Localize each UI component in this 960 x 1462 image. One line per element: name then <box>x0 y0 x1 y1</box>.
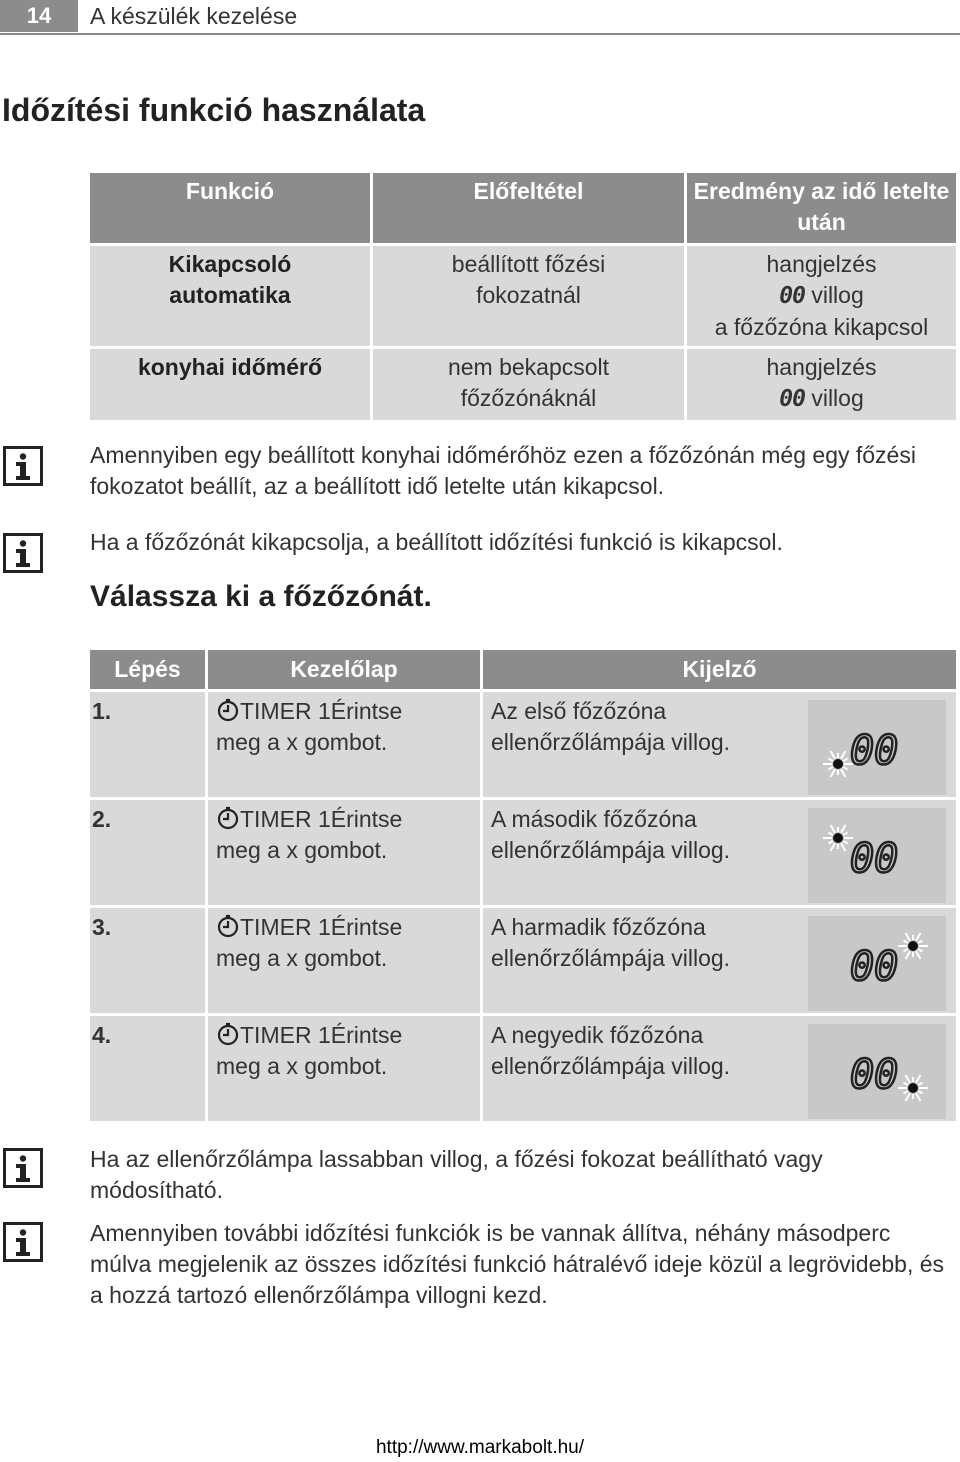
result-blink-line <box>687 280 956 312</box>
display-graphic <box>808 1024 946 1119</box>
display-digits: 00 <box>850 836 899 882</box>
display-digits: 00 <box>850 944 899 990</box>
result-sound: hangjelzés <box>766 354 877 380</box>
result-cell <box>687 349 956 420</box>
page-number: 14 <box>0 0 78 32</box>
display-line2: ellenőrzőlámpája villog. <box>491 1053 731 1079</box>
display-digits: 00 <box>850 1052 899 1098</box>
info-icon <box>3 533 43 573</box>
display-line1: A harmadik főzőzóna <box>491 914 706 940</box>
timer-icon <box>216 806 240 830</box>
info-icon <box>3 446 43 486</box>
display-description <box>491 912 791 974</box>
header-control: Kezelőlap <box>208 650 480 689</box>
result-off: a főzőzóna kikapcsol <box>714 314 929 340</box>
function-cell: konyhai időmérő <box>90 349 370 420</box>
display-graphic <box>808 700 946 795</box>
header-precondition: Előfeltétel <box>373 173 684 243</box>
display-line2: ellenőrzőlámpája villog. <box>491 837 731 863</box>
hob-display <box>808 700 946 795</box>
control-label: TIMER 1Érintse <box>240 806 403 832</box>
control-cell <box>208 800 480 905</box>
control-label: TIMER 1Érintse <box>240 698 403 724</box>
header-step: Lépés <box>90 650 205 689</box>
control-instruction: meg a x gombot. <box>216 1053 388 1079</box>
page-header <box>0 0 960 34</box>
hob-display <box>808 808 946 903</box>
display-line2: ellenőrzőlámpája villog. <box>491 945 731 971</box>
result-blink-line <box>687 383 956 415</box>
header-function: Funkció <box>90 173 370 243</box>
blinking-indicator-icon <box>823 751 853 777</box>
table-header-row <box>90 173 956 246</box>
blinking-indicator-icon <box>898 1075 928 1101</box>
control-line <box>216 804 472 835</box>
table-row <box>90 246 956 349</box>
precondition-cell: beállított főzési fokozatnál <box>373 246 684 346</box>
control-instruction: meg a x gombot. <box>216 729 388 755</box>
display-line1: Az első főzőzóna <box>491 698 667 724</box>
note-text: Ha az ellenőrzőlámpa lassabban villog, a főzési fokozat beállítható vagy módosítható. <box>90 1146 823 1203</box>
control-line <box>216 912 472 943</box>
blinking-indicator-icon <box>823 825 853 851</box>
display-line1: A negyedik főzőzóna <box>491 1022 704 1048</box>
display-line2: ellenőrzőlámpája villog. <box>491 729 731 755</box>
step-number: 2. <box>90 800 205 905</box>
info-icon <box>3 1222 43 1262</box>
timer-functions-table <box>90 173 956 423</box>
result-sound: hangjelzés <box>766 251 877 277</box>
table-row <box>90 1016 956 1124</box>
blinking-indicator-icon <box>898 933 928 959</box>
steps-table <box>90 650 956 1124</box>
display-graphic <box>808 916 946 1011</box>
display-cell <box>483 908 956 1013</box>
control-cell <box>208 908 480 1013</box>
timer-icon <box>216 698 240 722</box>
control-label: TIMER 1Érintse <box>240 1022 403 1048</box>
table-header-row <box>90 650 956 692</box>
note-text: Amennyiben további időzítési funkciók is be vannak állítva, néhány másodperc múlva megjelenik az összes időzítési funkció hátralévő ideje közül a legrövidebb, és a hozzá tartozó ellenőrzőlámpa villogni kezd. <box>90 1220 945 1308</box>
function-cell: Kikapcsoló automatika <box>90 246 370 346</box>
timer-icon <box>216 1022 240 1046</box>
table-row <box>90 800 956 908</box>
control-label: TIMER 1Érintse <box>240 914 403 940</box>
header-display: Kijelző <box>483 650 956 689</box>
result-blink: villog <box>811 282 864 308</box>
result-blink: villog <box>811 385 864 411</box>
display-line1: A második főzőzóna <box>491 806 697 832</box>
timer-icon <box>216 914 240 938</box>
chapter-title: A készülék kezelése <box>90 3 298 29</box>
control-cell <box>208 692 480 797</box>
display-digits: 00 <box>779 386 805 412</box>
control-cell <box>208 1016 480 1121</box>
step-number: 4. <box>90 1016 205 1121</box>
display-description <box>491 804 791 866</box>
table-row <box>90 349 956 423</box>
control-instruction: meg a x gombot. <box>216 837 388 863</box>
footer-url: http://www.markabolt.hu/ <box>375 1437 585 1458</box>
display-cell <box>483 800 956 905</box>
steps-body <box>90 692 956 1124</box>
display-digits: 00 <box>850 728 899 774</box>
table-row <box>90 692 956 800</box>
section-subtitle: Válassza ki a főzőzónát. <box>90 580 432 613</box>
hob-display <box>808 1024 946 1119</box>
step-number: 3. <box>90 908 205 1013</box>
display-description <box>491 696 791 758</box>
display-cell <box>483 692 956 797</box>
info-icon <box>3 1148 43 1188</box>
precondition-cell: nem bekapcsolt főzőzónáknál <box>373 349 684 420</box>
page-title: Időzítési funkció használata <box>2 92 426 128</box>
table-row <box>90 908 956 1016</box>
control-instruction: meg a x gombot. <box>216 945 388 971</box>
display-digits: 00 <box>779 283 805 309</box>
header-result: Eredmény az idő letelte után <box>687 173 956 243</box>
result-cell <box>687 246 956 346</box>
display-cell <box>483 1016 956 1121</box>
control-line <box>216 696 472 727</box>
control-line <box>216 1020 472 1051</box>
display-description <box>491 1020 791 1082</box>
display-graphic <box>808 808 946 903</box>
note-text: Amennyiben egy beállított konyhai időmérőhöz ezen a főzőzónán még egy főzési fokozatot beállít, az a beállított idő letelte után kikapcsol. <box>90 442 916 499</box>
note-text: Ha a főzőzónát kikapcsolja, a beállított időzítési funkció is kikapcsol. <box>90 529 783 555</box>
step-number: 1. <box>90 692 205 797</box>
hob-display <box>808 916 946 1011</box>
header-divider <box>0 33 960 35</box>
